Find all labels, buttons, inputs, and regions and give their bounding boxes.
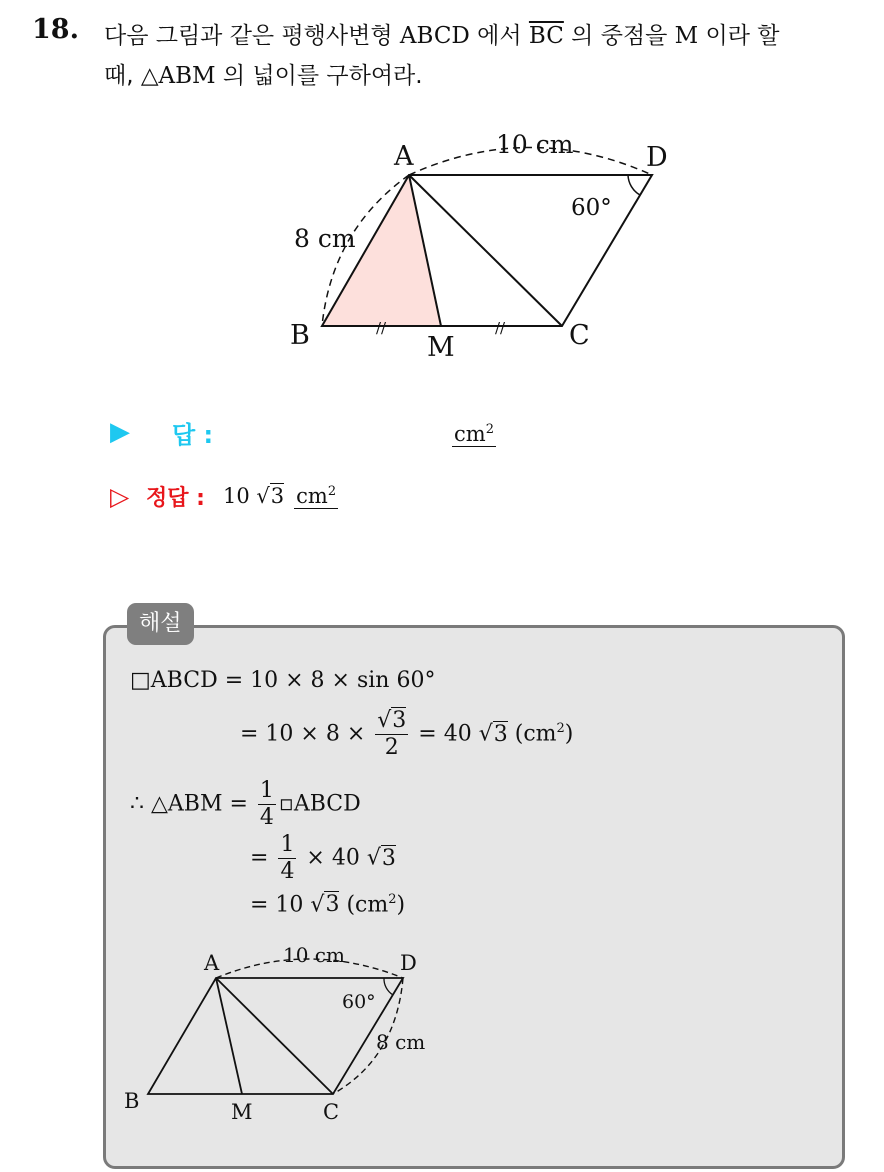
solution-radicand: 3 [493,721,508,747]
label-left-length: 8 cm [294,224,356,253]
correct-label: 정답 : [146,485,205,511]
solution-line-3 [130,778,361,831]
correct-coefficient: 10 [222,484,250,508]
label-m-2: M [231,1100,253,1124]
tick-mc: // [495,319,506,337]
solution-exponent: 2 [556,721,565,737]
label-right-length-2: 8 cm [376,1030,426,1054]
question-segment-bc: $\overline{BC}$ [528,23,564,49]
solution-numerator: 1 [280,832,295,857]
question-text [104,16,874,96]
correct-unit [294,484,338,509]
solution-fraction [258,778,276,831]
question-text-part: 때, [104,63,141,89]
correct-answer-row [110,478,338,514]
solution-text: ) [564,721,574,747]
solution-text: × 40 [299,845,367,871]
label-d: D [646,142,668,173]
question-number: 18. [32,14,79,45]
solution-tag: 해설 [127,603,194,645]
correct-unit-text: cm [296,483,328,508]
label-c-2: C [323,1100,340,1124]
segment-am-2 [216,978,242,1094]
solution-line-2: = 10 × 8 × $\frac{√3}{2}$ = 40 √3 $(cm^2)$ [240,708,574,760]
label-d-2: D [400,951,417,975]
solution-text: ∴ △ABM = [130,791,255,817]
solution-radicand: 3 [325,892,340,918]
solution-numerator: 1 [259,778,274,803]
label-a-2: A [204,951,220,975]
label-angle-2: 60° [342,991,376,1013]
correct-arrow-icon: ▷ [110,481,130,511]
question-text-part: 의 넓이를 구하여라. [215,63,423,89]
parallelogram-figure [270,120,690,380]
label-c: C [569,320,590,351]
solution-text: = 40 [411,721,479,747]
answer-row [110,414,213,450]
label-b-2: B [124,1089,140,1113]
label-a: A [394,141,414,172]
solution-radicand: 3 [381,845,396,871]
question-text-part: 에서 [469,23,529,49]
solution-exponent: 2 [388,892,397,907]
solution-denominator: 4 [280,859,295,884]
angle-d-arc [628,175,640,195]
solution-text: □ABCD = 10 × 8 × sin 60° [130,668,436,693]
solution-text: = 10 × 8 × [240,721,373,747]
solution-line-1 [130,668,435,693]
label-top-length-2: 10 cm [283,943,345,967]
solution-text: = [250,845,276,871]
solution-text: = 10 [250,892,311,918]
question-text-part: 이라 할 [698,23,780,49]
solution-fraction: $\frac{√3}{2}$ [377,708,407,760]
solution-text: ) [396,892,406,918]
tick-bm: // [376,319,387,337]
answer-label: 답 : [172,420,214,449]
question-line-2 [104,56,874,96]
correct-value: 10 √3 [222,484,285,508]
solution-line-4: = $\frac{1}{4}$ × 40 √3 [250,832,396,884]
solution-unit: (cm [339,892,389,918]
solution-fraction [278,832,296,885]
solution-radicand: 3 [392,708,407,733]
answer-unit-exponent: 2 [485,422,494,437]
solution-figure [118,938,448,1133]
question-text-part: 다음 그림과 같은 평행사변형 [104,23,400,49]
label-b: B [290,320,310,351]
question-line-1 [104,16,874,56]
question-abcd: ABCD [399,23,470,49]
answer-unit: cm [454,422,486,446]
segment-ac-2 [216,978,333,1094]
question-text-part: 의 중점을 [563,23,675,49]
solution-denominator: 4 [259,805,274,830]
correct-unit-exponent: 2 [327,483,337,499]
solution-denominator: 2 [384,735,399,760]
angle-d-arc-2 [384,978,393,995]
answer-input-blank[interactable] [452,422,496,447]
label-m: M [427,332,455,363]
solution-line-5: = 10 √3 $(cm^2)$ [250,892,406,918]
solution-unit: (cm [507,721,557,747]
label-angle: 60° [571,195,612,221]
answer-arrow-icon: ▶ [110,417,130,447]
correct-radicand: 3 [270,484,285,508]
question-m: M [674,23,699,49]
question-triangle: △ABM [140,63,216,89]
label-top-length: 10 cm [496,130,574,159]
solution-text: ▫ABCD [278,791,361,817]
